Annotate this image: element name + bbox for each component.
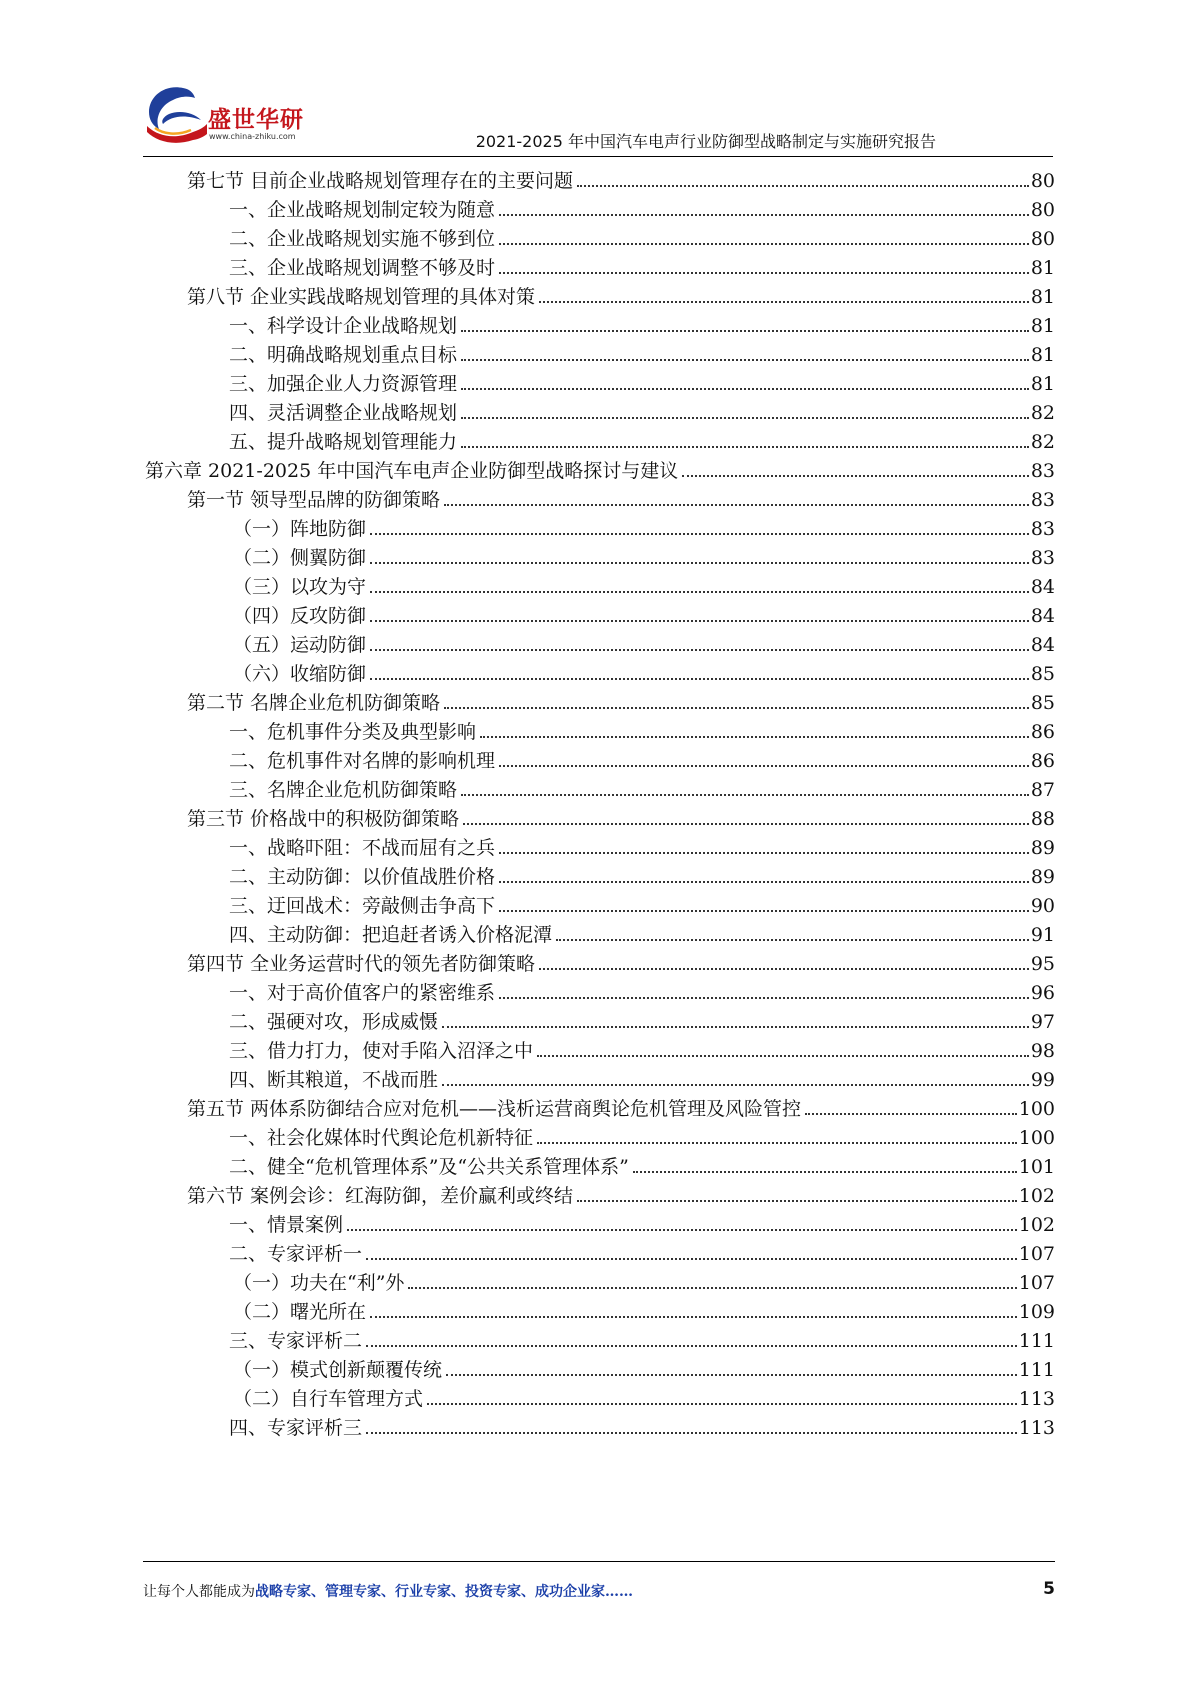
toc-entry[interactable] (229, 973, 1055, 1004)
page-header (0, 0, 1191, 160)
toc-dot-leader (442, 1026, 1029, 1028)
toc-entry[interactable] (229, 1147, 1055, 1178)
header-divider (143, 156, 1053, 157)
toc-entry-page: 86 (1030, 750, 1055, 772)
toc-entry-label: 五、提升战略规划管理能力 (229, 431, 458, 453)
toc-entry[interactable] (229, 219, 1055, 250)
toc-entry-page: 88 (1030, 808, 1055, 830)
toc-dot-leader (366, 1258, 1017, 1260)
toc-dot-leader (577, 1200, 1017, 1202)
toc-entry[interactable] (145, 451, 1055, 482)
toc-entry[interactable] (229, 306, 1055, 337)
toc-entry-label: （一）模式创新颠覆传统 (233, 1359, 443, 1381)
toc-dot-leader (556, 939, 1029, 941)
toc-entry-page: 99 (1030, 1069, 1055, 1091)
toc-entry-page: 80 (1030, 199, 1055, 221)
toc-entry-page: 80 (1030, 170, 1055, 192)
toc-entry[interactable] (229, 393, 1055, 424)
toc-dot-leader (366, 1432, 1017, 1434)
toc-dot-leader (577, 185, 1029, 187)
toc-entry-page: 97 (1030, 1011, 1055, 1033)
toc-entry[interactable] (233, 625, 1055, 656)
toc-dot-leader (499, 881, 1029, 883)
toc-entry-page: 81 (1030, 286, 1055, 308)
toc-entry-label: 第七节 目前企业战略规划管理存在的主要问题 (187, 170, 574, 192)
logo-name: 盛世华研 (208, 107, 304, 133)
toc-entry-page: 87 (1030, 779, 1055, 801)
toc-entry-page: 98 (1030, 1040, 1055, 1062)
toc-entry-label: 第三节 价格战中的积极防御策略 (187, 808, 460, 830)
toc-entry-page: 95 (1030, 953, 1055, 975)
toc-dot-leader (370, 620, 1029, 622)
toc-dot-leader (347, 1229, 1017, 1231)
toc-entry-label: 一、对于高价值客户的紧密维系 (229, 982, 496, 1004)
toc-entry[interactable] (229, 1118, 1055, 1149)
toc-dot-leader (539, 968, 1029, 970)
toc-entry-page: 83 (1030, 489, 1055, 511)
toc-entry[interactable] (229, 1031, 1055, 1062)
toc-entry[interactable] (233, 1350, 1055, 1381)
toc-entry-label: 第一节 领导型品牌的防御策略 (187, 489, 441, 511)
toc-entry-label: 二、强硬对攻，形成威慑 (229, 1011, 439, 1033)
toc-entry[interactable] (233, 596, 1055, 627)
toc-entry-label: 第八节 企业实践战略规划管理的具体对策 (187, 286, 536, 308)
toc-entry-label: 三、加强企业人力资源管理 (229, 373, 458, 395)
toc-entry-page: 91 (1030, 924, 1055, 946)
toc-entry-page: 89 (1030, 837, 1055, 859)
toc-entry[interactable] (229, 1205, 1055, 1236)
toc-entry-label: 第二节 名牌企业危机防御策略 (187, 692, 441, 714)
toc-entry-page: 81 (1030, 344, 1055, 366)
toc-dot-leader (633, 1171, 1017, 1173)
toc-entry-label: 一、战略吓阻：不战而屈有之兵 (229, 837, 496, 859)
toc-entry-label: 第六章 2021-2025 年中国汽车电声企业防御型战略探讨与建议 (145, 460, 679, 482)
toc-entry-page: 84 (1030, 605, 1055, 627)
toc-dot-leader (446, 1374, 1017, 1376)
toc-entry[interactable] (187, 683, 1055, 714)
toc-dot-leader (370, 649, 1029, 651)
toc-dot-leader (480, 736, 1029, 738)
toc-dot-leader (370, 591, 1029, 593)
toc-entry[interactable] (229, 335, 1055, 366)
toc-entry[interactable] (229, 422, 1055, 453)
toc-entry-page: 111 (1018, 1359, 1055, 1381)
toc-entry[interactable] (229, 190, 1055, 221)
toc-entry-label: （六）收缩防御 (233, 663, 367, 685)
toc-entry-label: 一、科学设计企业战略规划 (229, 315, 458, 337)
toc-dot-leader (539, 301, 1029, 303)
toc-entry-label: 三、企业战略规划调整不够及时 (229, 257, 496, 279)
toc-entry-page: 90 (1030, 895, 1055, 917)
toc-entry[interactable] (233, 538, 1055, 569)
toc-entry[interactable] (233, 1263, 1055, 1294)
toc-entry-label: 一、危机事件分类及典型影响 (229, 721, 477, 743)
footer-slogan-highlight: 战略专家、管理专家、行业专家、投资专家、成功企业家…… (255, 1584, 633, 1600)
toc-entry-page: 107 (1018, 1272, 1055, 1294)
toc-entry[interactable] (187, 161, 1055, 192)
toc-entry-page: 101 (1018, 1156, 1055, 1178)
toc-dot-leader (499, 272, 1029, 274)
toc-entry[interactable] (187, 1176, 1055, 1207)
toc-entry[interactable] (187, 1089, 1055, 1120)
toc-dot-leader (444, 707, 1029, 709)
toc-entry[interactable] (229, 915, 1055, 946)
toc-entry-label: （二）自行车管理方式 (233, 1388, 424, 1410)
toc-entry-label: 第六节 案例会诊：红海防御，差价赢利或终结 (187, 1185, 574, 1207)
toc-entry-label: （二）曙光所在 (233, 1301, 367, 1323)
toc-entry-label: 第四节 全业务运营时代的领先者防御策略 (187, 953, 536, 975)
toc-entry-label: 二、主动防御：以价值战胜价格 (229, 866, 496, 888)
toc-dot-leader (461, 794, 1029, 796)
toc-entry-page: 84 (1030, 576, 1055, 598)
toc-dot-leader (461, 359, 1029, 361)
toc-dot-leader (370, 1316, 1017, 1318)
toc-entry-label: （四）反攻防御 (233, 605, 367, 627)
toc-dot-leader (366, 1345, 1017, 1347)
footer-slogan (143, 1581, 633, 1601)
toc-entry[interactable] (229, 770, 1055, 801)
toc-entry-label: （一）阵地防御 (233, 518, 367, 540)
toc-dot-leader (499, 214, 1029, 216)
toc-dot-leader (408, 1287, 1016, 1289)
toc-entry-label: （三）以攻为守 (233, 576, 367, 598)
toc-dot-leader (461, 446, 1029, 448)
toc-entry-label: （一）功夫在“利”外 (233, 1272, 405, 1294)
logo-url: www.china-zhiku.com (209, 132, 296, 141)
toc-entry-page: 81 (1030, 373, 1055, 395)
footer-divider (143, 1561, 1055, 1562)
toc-entry-label: 一、情景案例 (229, 1214, 344, 1236)
toc-dot-leader (537, 1142, 1017, 1144)
toc-entry[interactable] (229, 886, 1055, 917)
toc-dot-leader (805, 1113, 1017, 1115)
toc-entry[interactable] (229, 1002, 1055, 1033)
toc-entry[interactable] (187, 277, 1055, 308)
toc-dot-leader (461, 330, 1029, 332)
toc-entry-label: 二、企业战略规划实施不够到位 (229, 228, 496, 250)
toc-dot-leader (499, 765, 1029, 767)
toc-dot-leader (537, 1055, 1029, 1057)
toc-entry-page: 81 (1030, 315, 1055, 337)
toc-dot-leader (463, 823, 1029, 825)
toc-entry-label: （二）侧翼防御 (233, 547, 367, 569)
toc-dot-leader (444, 504, 1029, 506)
toc-entry-page: 111 (1018, 1330, 1055, 1352)
toc-dot-leader (499, 997, 1029, 999)
toc-entry[interactable] (233, 567, 1055, 598)
toc-entry[interactable] (229, 857, 1055, 888)
toc-entry[interactable] (229, 1060, 1055, 1091)
toc-entry-page: 89 (1030, 866, 1055, 888)
toc-entry[interactable] (233, 654, 1055, 685)
toc-entry-page: 100 (1018, 1127, 1055, 1149)
toc-entry-page: 83 (1030, 518, 1055, 540)
toc-dot-leader (370, 562, 1029, 564)
toc-entry[interactable] (233, 509, 1055, 540)
toc-entry-label: 二、专家评析一 (229, 1243, 363, 1265)
toc-dot-leader (499, 243, 1029, 245)
toc-entry[interactable] (229, 1234, 1055, 1265)
toc-entry[interactable] (187, 799, 1055, 830)
toc-entry-page: 107 (1018, 1243, 1055, 1265)
toc-dot-leader (370, 678, 1029, 680)
toc-entry[interactable] (229, 364, 1055, 395)
toc-entry[interactable] (229, 712, 1055, 743)
toc-entry-page: 80 (1030, 228, 1055, 250)
toc-dot-leader (499, 852, 1029, 854)
toc-entry[interactable] (229, 1321, 1055, 1352)
toc-entry-page: 96 (1030, 982, 1055, 1004)
toc-entry-page: 83 (1030, 547, 1055, 569)
toc-entry-page: 81 (1030, 257, 1055, 279)
toc-entry-label: 三、专家评析二 (229, 1330, 363, 1352)
toc-entry-label: 二、明确战略规划重点目标 (229, 344, 458, 366)
toc-entry[interactable] (233, 1379, 1055, 1410)
toc-entry-page: 113 (1018, 1388, 1055, 1410)
toc-entry-label: 一、社会化媒体时代舆论危机新特征 (229, 1127, 534, 1149)
toc-entry[interactable] (187, 480, 1055, 511)
toc-entry-page: 102 (1018, 1214, 1055, 1236)
toc-entry-label: （五）运动防御 (233, 634, 367, 656)
toc-entry-label: 第五节 两体系防御结合应对危机——浅析运营商舆论危机管理及风险管控 (187, 1098, 802, 1120)
toc-dot-leader (461, 388, 1029, 390)
toc-entry-page: 100 (1018, 1098, 1055, 1120)
toc-entry-page: 86 (1030, 721, 1055, 743)
toc-dot-leader (442, 1084, 1029, 1086)
toc-entry-label: 二、危机事件对名牌的影响机理 (229, 750, 496, 772)
toc-entry[interactable] (229, 828, 1055, 859)
toc-entry-page: 113 (1018, 1417, 1055, 1439)
toc-entry-label: 一、企业战略规划制定较为随意 (229, 199, 496, 221)
toc-dot-leader (499, 910, 1029, 912)
toc-entry-label: 二、健全“危机管理体系”及“公共关系管理体系” (229, 1156, 629, 1178)
toc-dot-leader (370, 533, 1029, 535)
toc-entry-page: 102 (1018, 1185, 1055, 1207)
toc-dot-leader (427, 1403, 1017, 1405)
toc-entry[interactable] (229, 248, 1055, 279)
toc-entry-label: 三、名牌企业危机防御策略 (229, 779, 458, 801)
toc-entry-label: 四、专家评析三 (229, 1417, 363, 1439)
page-number: 5 (1043, 1579, 1055, 1599)
toc-entry-page: 82 (1030, 402, 1055, 424)
toc-entry-page: 82 (1030, 431, 1055, 453)
toc-entry-page: 109 (1018, 1301, 1055, 1323)
toc-entry-label: 三、借力打力，使对手陷入沼泽之中 (229, 1040, 534, 1062)
toc-entry-label: 四、主动防御：把追赶者诱入价格泥潭 (229, 924, 553, 946)
toc-entry-page: 85 (1030, 692, 1055, 714)
toc-entry-label: 四、断其粮道，不战而胜 (229, 1069, 439, 1091)
toc-entry[interactable] (229, 1408, 1055, 1439)
toc-entry[interactable] (229, 741, 1055, 772)
report-title: 2021-2025 年中国汽车电声行业防御型战略制定与实施研究报告 (475, 132, 936, 151)
toc-entry[interactable] (187, 944, 1055, 975)
toc-dot-leader (461, 417, 1029, 419)
toc-entry-label: 三、迂回战术：旁敲侧击争高下 (229, 895, 496, 917)
toc-entry-label: 四、灵活调整企业战略规划 (229, 402, 458, 424)
toc-entry-page: 84 (1030, 634, 1055, 656)
toc-dot-leader (682, 475, 1029, 477)
footer-slogan-prefix: 让每个人都能成为 (143, 1584, 255, 1600)
toc-entry-page: 83 (1030, 460, 1055, 482)
toc-entry[interactable] (233, 1292, 1055, 1323)
toc-entry-page: 85 (1030, 663, 1055, 685)
